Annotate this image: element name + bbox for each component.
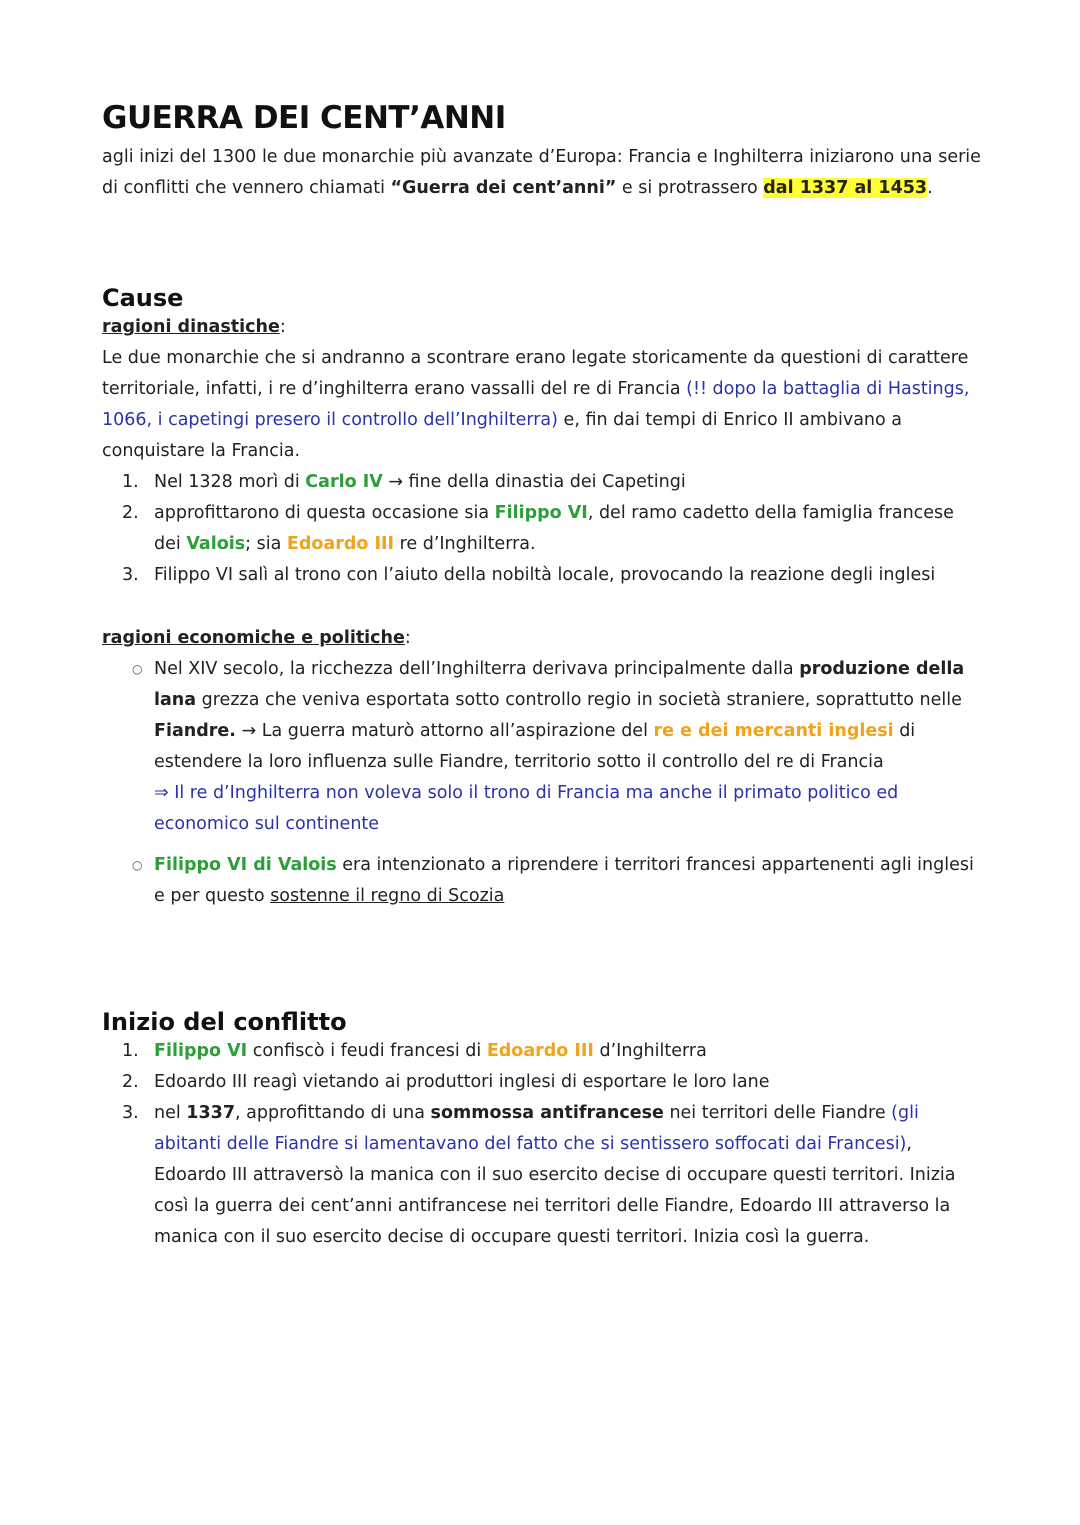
intro-text-2: e si protrassero [616,178,764,198]
dinastiche-text-2: e, fin dai tempi di Enrico II ambivano a conquistare la Francia. [102,410,903,461]
list-item [102,1098,982,1253]
list-number: 2. [122,1072,139,1092]
bold-text: produzione della lana [154,659,965,710]
intro-war-name: “Guerra dei cent’anni” [390,178,617,198]
intro-paragraph [102,142,982,204]
bullet-text: era intenzionato a riprendere i territori francesi appartenenti agli inglesi e per questo [154,855,974,906]
list-text: , approfittando di una [235,1103,431,1123]
name-orange: re e dei mercanti inglesi [653,721,894,741]
section-heading-inizio: Inizio del conflitto [102,1008,347,1036]
subheading-colon: : [404,628,411,648]
list-number: 3. [122,565,139,585]
subheading-colon: : [279,317,286,337]
list-text: approfittarono di questa occasione sia [154,503,495,523]
bold-text: 1337 [186,1103,236,1123]
document-content [102,100,982,1253]
note-text: (gli abitanti delle Fiandre si lamentavano del fatto che si sentissero soffocati dai Francesi) [154,1103,919,1154]
list-text: , del ramo cadetto della famiglia francese dei [154,503,954,554]
bullet-icon: ○ [132,662,143,676]
list-text: re d’Inghilterra. [394,534,536,554]
list-item [102,560,982,591]
list-text: nei territori delle Fiandre [663,1103,892,1123]
dinastiche-note: (!! dopo la battaglia di Hastings, 1066, i capetingi presero il controllo dell’Inghilterra) [102,379,970,430]
list-text: nel [154,1103,187,1123]
list-text: , Edoardo III attraversò la manica con il suo esercito decise di occupare questi territori. Inizia così la guerra dei cent’anni antifrancese nei territori delle Fiandre, Edoardo III attraverso la manica con il suo esercito decise di occupare questi territori. Inizia così la guerra. [154,1134,956,1247]
list-number: 3. [122,1103,139,1123]
bold-text: Fiandre. [154,721,236,741]
intro-highlight-dates: dal 1337 al 1453 [763,178,928,198]
bullet-text: Nel XIV secolo, la ricchezza dell’Inghilterra derivava principalmente dalla [154,659,800,679]
bullet-item [102,850,982,912]
bullet-text: grezza che veniva esportata sotto controllo regio in società straniere, soprattutto nelle [196,690,962,710]
bullet-item [102,654,982,840]
list-item [102,1067,982,1098]
list-item [102,467,982,498]
list-text: d’Inghilterra [593,1041,707,1061]
intro-text: agli inizi del 1300 le due monarchie più avanzate d’Europa: Francia e Inghilterra iniziarono una serie di conflitti che vennero chiamati [102,147,981,198]
page-title: GUERRA DEI CENT’ANNI [102,100,506,136]
list-text: ; sia [245,534,287,554]
inizio-list [102,1036,982,1253]
list-text: Filippo VI salì al trono con l’aiuto della nobiltà locale, provocando la reazione degli inglesi [154,565,936,585]
name-orange: Edoardo III [286,534,395,554]
name-green: Filippo VI [154,1041,248,1061]
name-green: Valois [186,534,246,554]
underlined-text: sostenne il regno di Scozia [270,886,505,906]
subheading-economiche-label: ragioni economiche e politiche [102,628,405,648]
bullet-text: → La guerra maturò attorno all’aspirazione del [235,721,654,741]
list-item [102,498,982,560]
bold-text: sommossa antifrancese [430,1103,664,1123]
section-heading-cause: Cause [102,284,184,312]
bullet-icon: ○ [132,858,143,872]
intro-period: . [927,178,933,198]
list-number: 1. [122,472,139,492]
dinastiche-paragraph [102,343,982,467]
dinastiche-text: Le due monarchie che si andranno a scontrare erano legate storicamente da questioni di carattere territoriale, infatti, i re d’inghilterra erano vassalli del re di Francia [102,348,969,399]
list-text: confiscò i feudi francesi di [247,1041,487,1061]
economiche-list [102,654,982,912]
list-number: 2. [122,503,139,523]
name-orange: Edoardo III [486,1041,594,1061]
subheading-dinastiche-label: ragioni dinastiche [102,317,280,337]
name-green: Filippo VI di Valois [154,855,337,875]
list-text: → fine della dinastia dei Capetingi [382,472,686,492]
name-green: Carlo IV [305,472,383,492]
name-green: Filippo VI [494,503,588,523]
list-text: Edoardo III reagì vietando ai produttori inglesi di esportare le loro lane [154,1072,770,1092]
list-number: 1. [122,1041,139,1061]
list-text: Nel 1328 morì di [154,472,306,492]
list-item [102,1036,982,1067]
conclusion-note: ⇒ Il re d’Inghilterra non voleva solo il trono di Francia ma anche il primato politico ed economico sul continente [154,783,899,834]
subheading-economiche [102,623,982,654]
dinastiche-list [102,467,982,591]
subheading-dinastiche [102,312,982,343]
bullet-text: di estendere la loro influenza sulle Fiandre, territorio sotto il controllo del re di Francia [154,721,916,772]
